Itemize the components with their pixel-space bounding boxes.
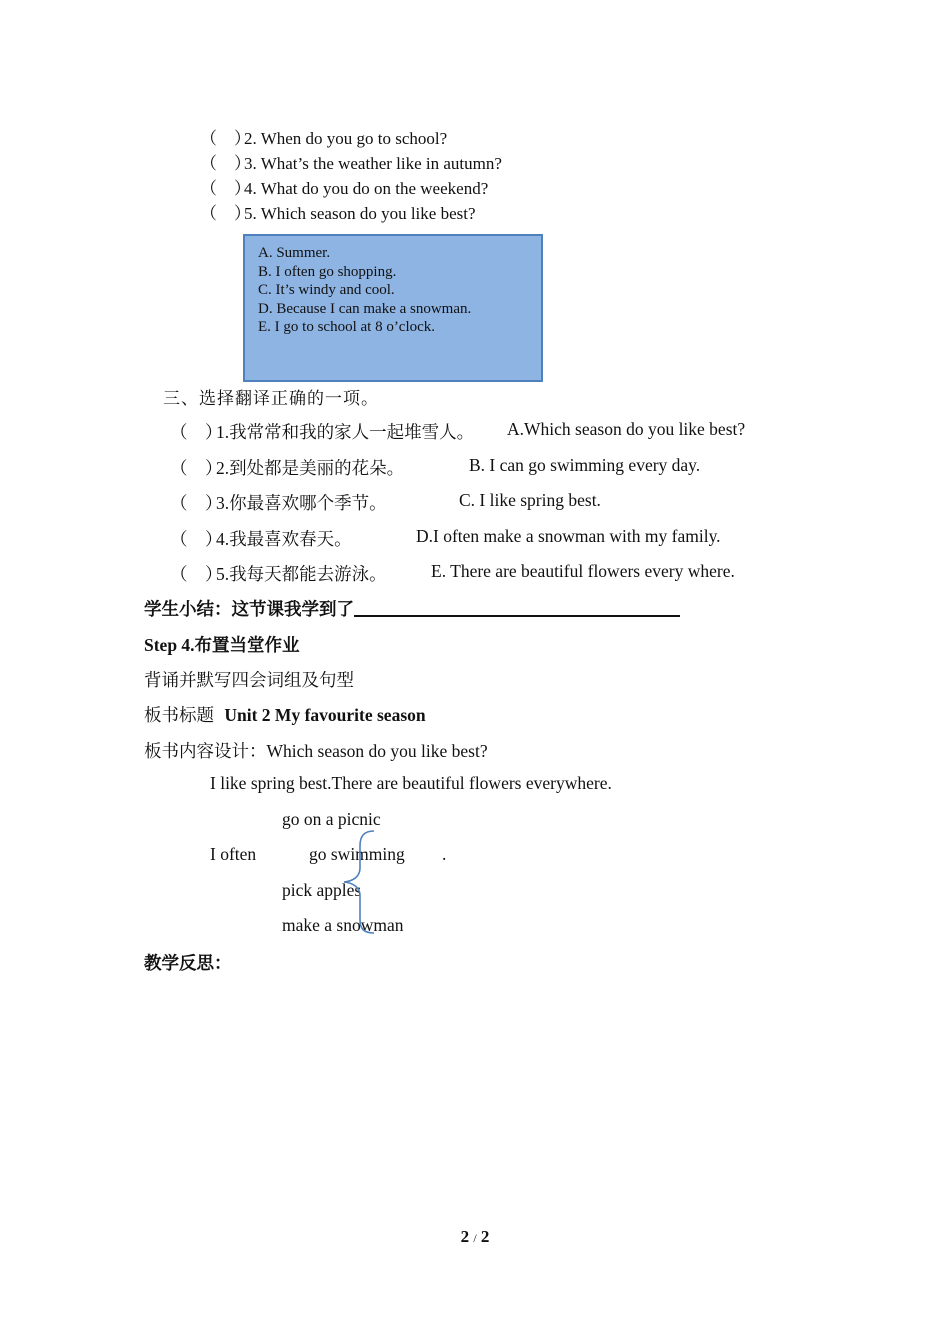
board-design-line xyxy=(144,738,488,763)
chinese-sentence: 5.我每天都能去游泳。 xyxy=(216,564,387,584)
question-2 xyxy=(200,124,447,149)
page-number xyxy=(0,1227,950,1247)
translation-row-2 xyxy=(170,455,701,480)
board-title: Unit 2 My favourite season xyxy=(224,705,426,725)
translation-row-5 xyxy=(170,561,735,586)
total-pages: 2 xyxy=(480,1227,490,1246)
chinese-sentence: 2.到处都是美丽的花朵。 xyxy=(216,458,405,478)
option-c: C. It’s windy and cool. xyxy=(258,282,395,299)
activity-4: make a snowman xyxy=(282,915,404,935)
summary-blank[interactable] xyxy=(354,599,680,617)
question-3 xyxy=(200,149,502,174)
step4-heading: Step 4.布置当堂作业 xyxy=(144,635,300,655)
answer-paren: （ ） xyxy=(200,204,251,223)
english-option: C. I like spring best. xyxy=(459,490,601,510)
answer-paren: （ ） xyxy=(170,529,223,549)
activity-1: go on a picnic xyxy=(282,809,381,829)
option-e: E. I go to school at 8 o’clock. xyxy=(258,319,436,336)
teaching-reflection: 教学反思： xyxy=(144,953,232,973)
curly-brace-icon xyxy=(340,828,380,936)
activity-3: pick apples xyxy=(282,880,362,900)
answer-paren: （ ） xyxy=(200,179,251,198)
translation-row-3 xyxy=(170,490,601,515)
question-5 xyxy=(200,199,476,224)
question-4 xyxy=(200,174,488,199)
answer-paren: （ ） xyxy=(170,493,223,513)
board-design-label: 板书内容设计： xyxy=(144,741,267,761)
question-text: 5. Which season do you like best? xyxy=(244,204,476,223)
page-separator: / xyxy=(473,1231,477,1245)
board-question: Which season do you like best? xyxy=(266,741,488,761)
chinese-sentence: 4.我最喜欢春天。 xyxy=(216,529,352,549)
english-option: D.I often make a snowman with my family. xyxy=(416,526,721,546)
question-text: 4. What do you do on the weekend? xyxy=(244,179,489,198)
activity-2: go swimming xyxy=(309,844,405,864)
board-period: . xyxy=(442,844,447,864)
translation-row-1 xyxy=(170,419,746,444)
answer-paren: （ ） xyxy=(170,564,223,584)
summary-label: 学生小结：这节课我学到了 xyxy=(144,599,354,619)
current-page: 2 xyxy=(460,1227,470,1246)
answer-paren: （ ） xyxy=(200,129,251,148)
english-option: A.Which season do you like best? xyxy=(507,419,746,439)
board-often: I often xyxy=(210,844,257,864)
answer-paren: （ ） xyxy=(200,154,251,173)
answer-paren: （ ） xyxy=(170,458,223,478)
option-b: B. I often go shopping. xyxy=(258,263,397,280)
chinese-sentence: 3.你最喜欢哪个季节。 xyxy=(216,493,387,513)
homework-text: 背诵并默写四会词组及句型 xyxy=(144,670,354,690)
question-text: 2. When do you go to school? xyxy=(244,129,448,148)
option-d: D. Because I can make a snowman. xyxy=(258,300,472,317)
board-title-line xyxy=(144,702,426,727)
question-text: 3. What’s the weather like in autumn? xyxy=(244,154,502,173)
english-option: E. There are beautiful flowers every where. xyxy=(431,561,735,581)
answer-paren: （ ） xyxy=(170,422,223,442)
english-option: B. I can go swimming every day. xyxy=(469,455,701,475)
translation-row-4 xyxy=(170,526,721,551)
section3-title: 三、选择翻译正确的一项。 xyxy=(163,389,379,408)
board-answer: I like spring best.There are beautiful flowers everywhere. xyxy=(210,773,612,793)
board-title-label: 板书标题 xyxy=(144,705,214,725)
option-a: A. Summer. xyxy=(258,245,331,261)
answer-options-box xyxy=(243,234,543,382)
student-summary xyxy=(144,596,680,621)
chinese-sentence: 1.我常常和我的家人一起堆雪人。 xyxy=(216,422,475,442)
